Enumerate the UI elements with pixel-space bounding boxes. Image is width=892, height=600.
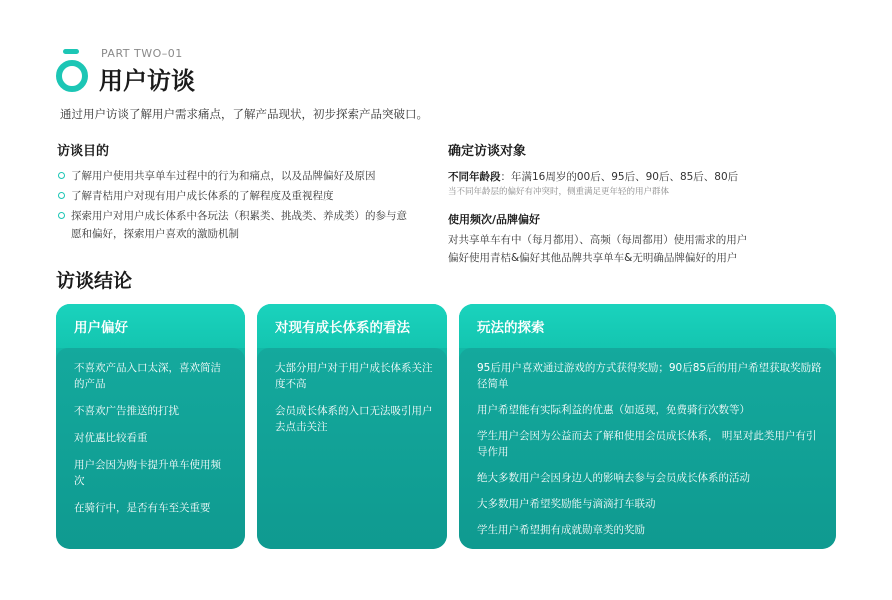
list-item: 了解青桔用户对现有用户成长体系的了解程度及重视程度 [57, 187, 417, 205]
list-item: 大部分用户对于用户成长体系关注度不高 [275, 362, 433, 390]
frequency-title: 使用频次/品牌偏好 [448, 213, 541, 226]
list-item: 会员成长体系的入口无法吸引用户去点击关注 [275, 405, 433, 433]
age-group-note: 当不同年龄层的偏好有冲突时，侧重满足更年轻的用户群体 [448, 187, 670, 197]
card-title: 对现有成长体系的看法 [257, 304, 447, 348]
frequency-line: 偏好使用青桔&偏好其他品牌共享单车&无明确品牌偏好的用户 [448, 252, 738, 264]
age-group-label: 不同年龄段 [448, 171, 501, 183]
list-item: 用户会因为购卡提升单车使用频次 [74, 459, 221, 487]
intro-text: 通过用户访谈了解用户需求痛点，了解产品现状，初步探索产品突破口。 [60, 107, 428, 121]
card-user-preference [56, 304, 245, 549]
list-item: 在骑行中，是否有车至关重要 [74, 502, 211, 514]
card-title: 用户偏好 [56, 304, 245, 348]
list-item: 探索用户对用户成长体系中各玩法（积累类、挑战类、养成类）的参与意愿和偏好，探索用户喜欢的激励机制 [57, 207, 417, 243]
card-gameplay-exploration [459, 304, 836, 549]
list-item: 了解用户使用共享单车过程中的行为和痛点，以及品牌偏好及原因 [57, 167, 417, 185]
list-item: 95后用户喜欢通过游戏的方式获得奖励；90后85后的用户希望获取奖励路径简单 [477, 362, 822, 390]
card-body [56, 348, 245, 549]
card-body [257, 348, 447, 549]
list-item: 绝大多数用户会因身边人的影响去参与会员成长体系的活动 [477, 472, 750, 484]
list-item: 不喜欢广告推送的打扰 [74, 405, 179, 417]
list-item: 学生用户希望拥有成就勋章类的奖励 [477, 524, 645, 536]
card-growth-system-view [257, 304, 447, 549]
interview-goals-section [57, 140, 417, 245]
brand-logo-icon [54, 46, 90, 94]
age-group-text: ：年满16周岁的00后、95后、90后、85后、80后 [500, 171, 739, 183]
card-body [459, 348, 836, 549]
card-title: 玩法的探索 [459, 304, 836, 348]
list-item: 不喜欢产品入口太深，喜欢简洁的产品 [74, 362, 221, 390]
list-item: 大多数用户希望奖励能与滴滴打车联动 [477, 498, 656, 510]
bullet-circle-icon [58, 212, 65, 219]
page-title: 用户访谈 [99, 67, 195, 95]
part-label: PART TWO–01 [101, 47, 183, 60]
conclusion-title: 访谈结论 [56, 270, 133, 292]
bullet-circle-icon [58, 172, 65, 179]
goals-title: 访谈目的 [57, 144, 110, 159]
targets-title: 确定访谈对象 [448, 144, 527, 159]
interview-targets-section [448, 140, 848, 267]
list-item: 对优惠比较看重 [74, 432, 148, 444]
age-group-line [448, 169, 848, 185]
bullet-circle-icon [58, 192, 65, 199]
goals-list [57, 167, 417, 243]
list-item: 用户希望能有实际利益的优惠（如返现，免费骑行次数等） [477, 404, 750, 416]
list-item: 学生用户会因为公益而去了解和使用会员成长体系， 明星对此类用户有引导作用 [477, 430, 817, 458]
frequency-line: 对共享单车有中（每月都用）、高频（每周都用）使用需求的用户 [448, 234, 748, 246]
